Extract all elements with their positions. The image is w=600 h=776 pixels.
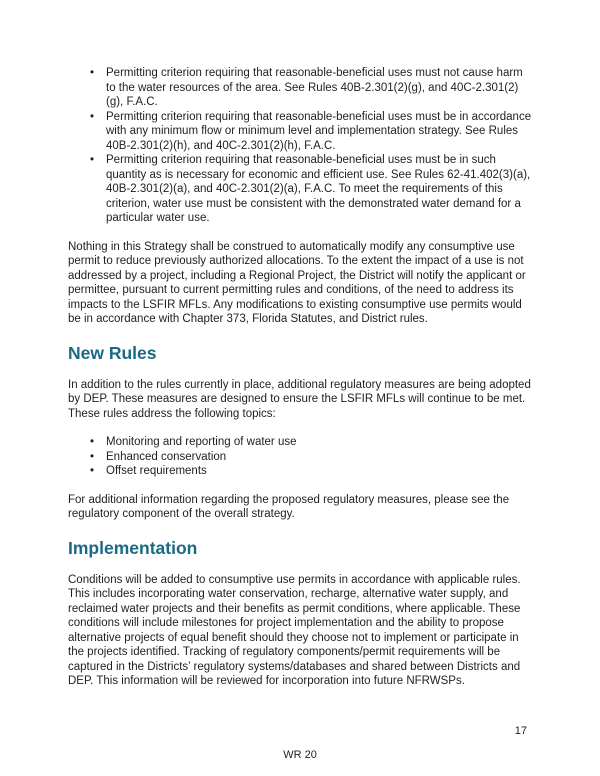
list-item: • Offset requirements <box>106 464 534 479</box>
list-item: • Permitting criterion requiring that reasonable-beneficial uses must be in such quantity as is necessary for economic and efficient use. See Rules 62-41.402(3)(a), 40B-2.301(2)(a), and 40C-2.301(2)(a), F.A.C. To meet the requirements of this criterion, water use must be consistent with the demonstrated water demand for a particular water use. <box>106 153 534 226</box>
paragraph-additional-info: For additional information regarding the proposed regulatory measures, please see the regulatory component of the overall strategy. <box>68 493 510 520</box>
footer-doc-code: WR 20 <box>283 749 317 761</box>
list-item: • Enhanced conservation <box>106 450 534 465</box>
permitting-criteria-list <box>68 66 534 226</box>
paragraph-new-rules-intro: In addition to the rules currently in place, additional regulatory measures are being adopted by DEP. These measures are designed to ensure the LSFIR MFLs will continue to be met. These rules address the following topics: <box>68 378 531 420</box>
paragraph-strategy: Nothing in this Strategy shall be construed to automatically modify any consumptive use permit to reduce previously authorized allocations. To the extent the impact of a use is not addressed by a project, including a Regional Project, the District will notify the applicant or permittee, pursuant to current permitting rules and conditions, of the need to address its impacts to the LSFIR MFLs. Any modifications to existing consumptive use permits would be in accordance with Chapter 373, Florida Statutes, and District rules. <box>68 240 526 325</box>
page-content <box>68 66 534 689</box>
page-number: 17 <box>514 725 527 737</box>
topics-list <box>68 435 534 479</box>
list-item: • Permitting criterion requiring that reasonable-beneficial uses must not cause harm to the water resources of the area. See Rules 40B-2.301(2)(g), and 40C-2.301(2)(g), F.A.C. <box>106 66 534 110</box>
list-item: • Permitting criterion requiring that reasonable-beneficial uses must be in accordance with any minimum flow or minimum level and implementation strategy. See Rules 40B-2.301(2)(h), and 40C-2.301(2)(h), F.A.C. <box>106 110 534 154</box>
list-item: • Monitoring and reporting of water use <box>106 435 534 450</box>
section-heading-implementation: Implementation <box>68 537 198 558</box>
paragraph-implementation: Conditions will be added to consumptive use permits in accordance with applicable rules. This includes incorporating water conservation, recharge, alternative water supply, and reclaimed water projects and their benefits as permit conditions, where applicable. These conditions will include milestones for project implementation and the ability to propose alternative projects of equal benefit should they choose not to implement or participate in the projects identified. Tracking of regulatory components/permit requirements will be captured in the Districts’ regulatory systems/databases and shared between Districts and DEP. This information will be reviewed for incorporation into future NFRWSPs. <box>68 573 521 687</box>
section-heading-new-rules: New Rules <box>68 342 157 363</box>
